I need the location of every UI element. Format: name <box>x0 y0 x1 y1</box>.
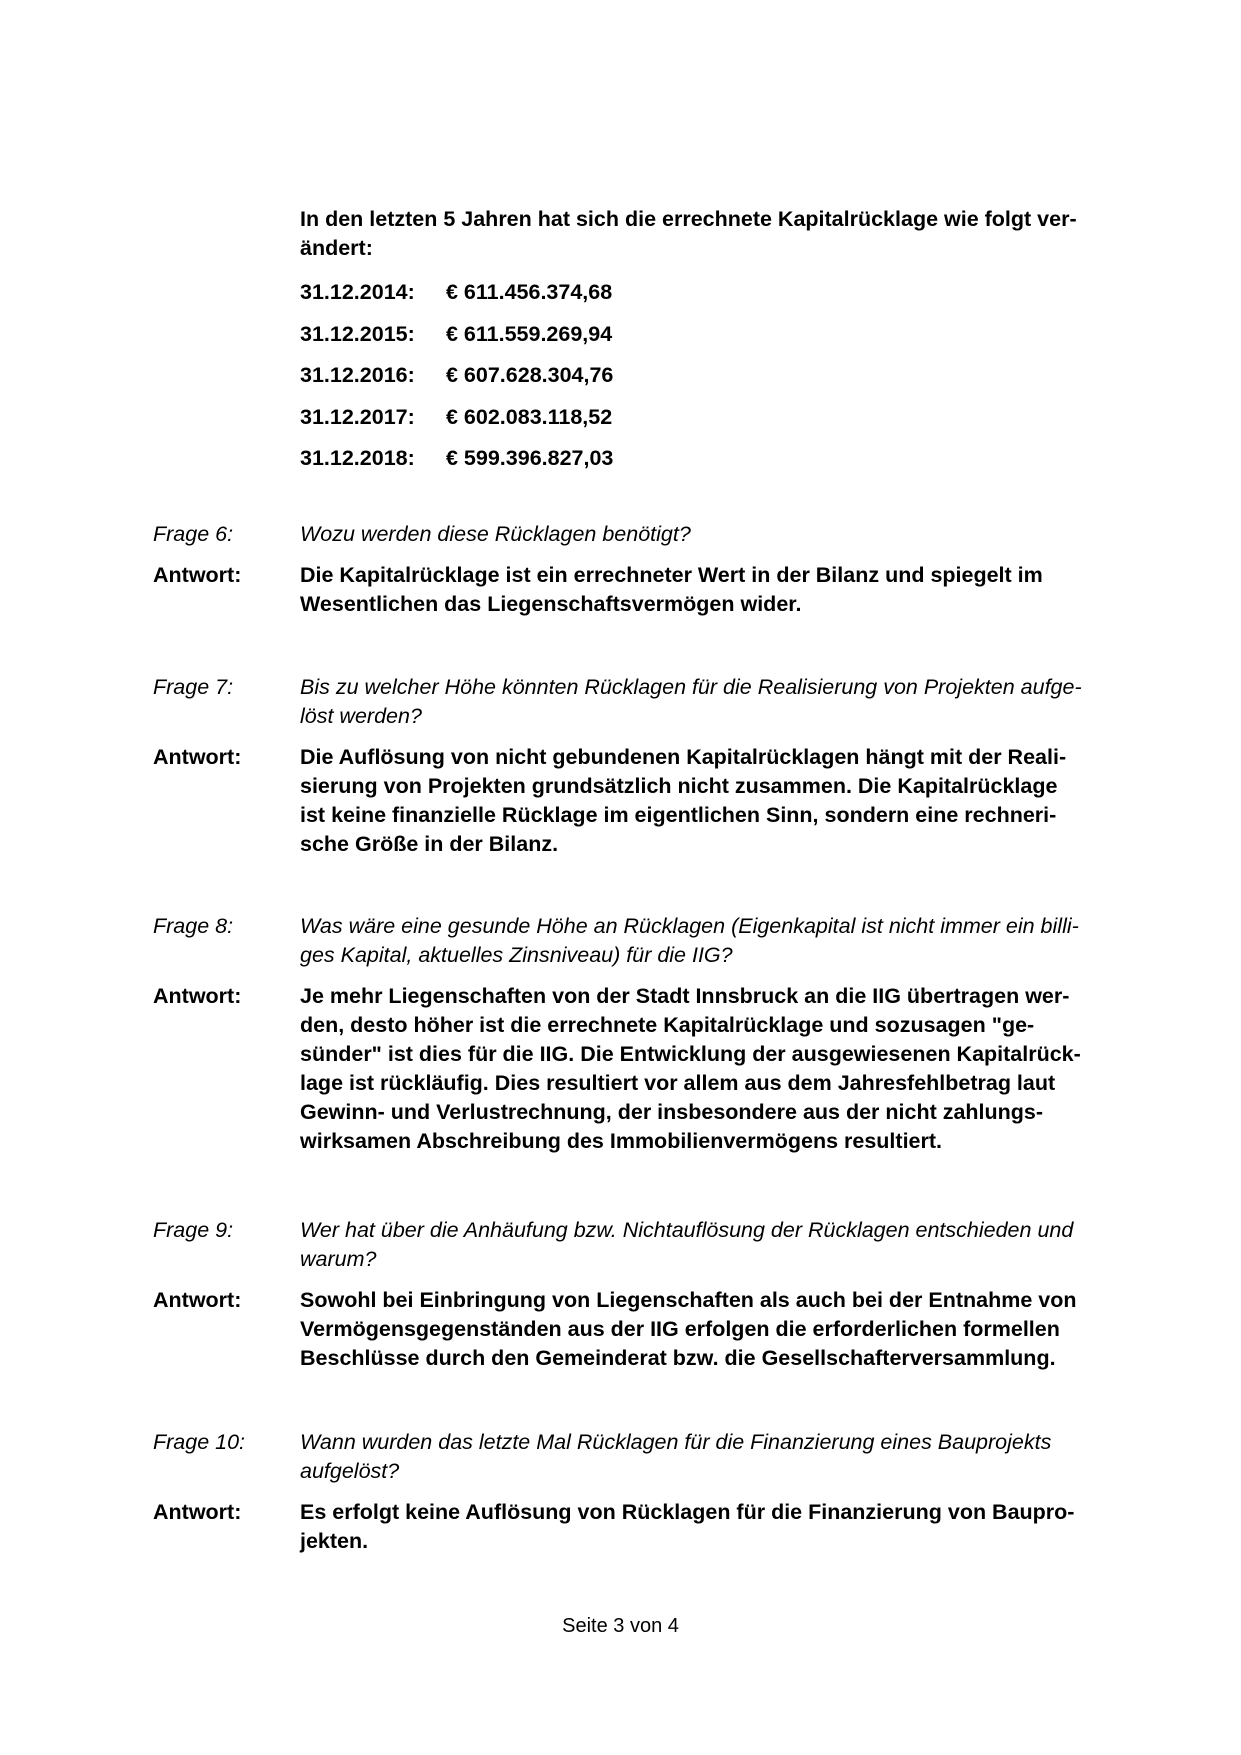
answer <box>153 1498 1133 1556</box>
kapitalruecklage-row <box>300 320 800 362</box>
answer-line: lage ist rückläufig. Dies resultiert vor allem aus dem Jahresfehlbetrag laut <box>300 1071 1056 1095</box>
kapitalruecklage-date: 31.12.2016: <box>300 363 415 387</box>
answer-line: den, desto höher ist die errechnete Kapitalrücklage und sozusagen "ge- <box>300 1013 1035 1037</box>
answer-label: Antwort: <box>153 563 242 587</box>
answer <box>153 982 1133 1156</box>
answer-line: sche Größe in der Bilanz. <box>300 832 559 856</box>
answer-line: Die Kapitalrücklage ist ein errechneter Wert in der Bilanz und spiegelt im <box>300 563 1043 587</box>
answer-line: Vermögensgegenständen aus der IIG erfolgen die erforderlichen formellen <box>300 1317 1060 1341</box>
answer-label: Antwort: <box>153 1500 242 1524</box>
intro-paragraph <box>300 205 1130 263</box>
answer <box>153 1286 1133 1373</box>
answer-line: Die Auflösung von nicht gebundenen Kapitalrücklagen hängt mit der Reali- <box>300 745 1067 769</box>
kapitalruecklage-date: 31.12.2014: <box>300 280 415 304</box>
question-line: löst werden? <box>300 704 422 728</box>
question <box>153 520 1133 549</box>
qa-block-frage-9 <box>153 1216 1133 1373</box>
question-label: Frage 8: <box>153 914 234 938</box>
kapitalruecklage-date: 31.12.2017: <box>300 404 415 429</box>
answer-line: wirksamen Abschreibung des Immobilienvermögens resultiert. <box>300 1129 942 1153</box>
question-line: Wozu werden diese Rücklagen benötigt? <box>300 522 691 546</box>
answer-line: Je mehr Liegenschaften von der Stadt Innsbruck an die IIG übertragen wer- <box>300 984 1070 1008</box>
question-label: Frage 6: <box>153 522 234 546</box>
kapitalruecklage-amount: € 602.083.118,52 <box>446 404 613 429</box>
question-line: Wann wurden das letzte Mal Rücklagen für die Finanzierung eines Bauprojekts <box>300 1430 1052 1454</box>
question-line: Wer hat über die Anhäufung bzw. Nichtauflösung der Rücklagen entschieden und <box>300 1218 1074 1242</box>
kapitalruecklage-row <box>300 444 800 486</box>
intro-line: ändert: <box>300 236 373 260</box>
answer-label: Antwort: <box>153 1288 242 1312</box>
question-label: Frage 9: <box>153 1218 234 1242</box>
question-line: warum? <box>300 1247 377 1271</box>
answer-line: jekten. <box>300 1529 369 1553</box>
kapitalruecklage-amount: € 611.456.374,68 <box>446 280 613 304</box>
answer <box>153 743 1133 859</box>
answer-line: Es erfolgt keine Auflösung von Rücklagen für die Finanzierung von Baupro- <box>300 1500 1075 1524</box>
answer-line: sünder" ist dies für die IIG. Die Entwicklung der ausgewiesenen Kapitalrück- <box>300 1042 1081 1066</box>
kapitalruecklage-row <box>300 278 800 320</box>
qa-block-frage-7 <box>153 673 1133 859</box>
kapitalruecklage-list <box>300 278 800 486</box>
kapitalruecklage-amount: € 611.559.269,94 <box>446 321 613 346</box>
page-number: Seite 3 von 4 <box>562 1615 679 1637</box>
answer-label: Antwort: <box>153 745 242 769</box>
question-line: Bis zu welcher Höhe könnten Rücklagen für die Realisierung von Projekten aufge- <box>300 675 1082 699</box>
question-label: Frage 10: <box>153 1430 246 1454</box>
qa-block-frage-6 <box>153 520 1133 619</box>
kapitalruecklage-row <box>300 361 800 403</box>
qa-block-frage-8 <box>153 912 1133 1156</box>
question-line: Was wäre eine gesunde Höhe an Rücklagen (Eigenkapital ist nicht immer ein billi- <box>300 914 1079 938</box>
answer <box>153 561 1133 619</box>
answer-label: Antwort: <box>153 984 242 1008</box>
answer-line: Gewinn- und Verlustrechnung, der insbesondere aus der nicht zahlungs- <box>300 1100 1044 1124</box>
qa-block-frage-10 <box>153 1428 1133 1556</box>
kapitalruecklage-amount: € 599.396.827,03 <box>446 446 614 470</box>
question-line: ges Kapital, aktuelles Zinsniveau) für die IIG? <box>300 943 733 967</box>
question <box>153 912 1133 970</box>
question <box>153 673 1133 731</box>
kapitalruecklage-date: 31.12.2018: <box>300 446 415 470</box>
kapitalruecklage-row <box>300 403 800 445</box>
intro-line: In den letzten 5 Jahren hat sich die errechnete Kapitalrücklage wie folgt ver- <box>300 207 1077 231</box>
question <box>153 1428 1133 1486</box>
answer-line: ist keine finanzielle Rücklage im eigentlichen Sinn, sondern eine rechneri- <box>300 803 1057 827</box>
kapitalruecklage-amount: € 607.628.304,76 <box>446 363 614 387</box>
kapitalruecklage-date: 31.12.2015: <box>300 321 415 346</box>
answer-line: Beschlüsse durch den Gemeinderat bzw. die Gesellschafterversammlung. <box>300 1346 1056 1370</box>
answer-line: Wesentlichen das Liegenschaftsvermögen wider. <box>300 592 802 616</box>
question-line: aufgelöst? <box>300 1459 400 1483</box>
answer-line: sierung von Projekten grundsätzlich nicht zusammen. Die Kapitalrücklage <box>300 774 1058 798</box>
answer-line: Sowohl bei Einbringung von Liegenschaften als auch bei der Entnahme von <box>300 1288 1077 1312</box>
question-label: Frage 7: <box>153 675 234 699</box>
question <box>153 1216 1133 1274</box>
